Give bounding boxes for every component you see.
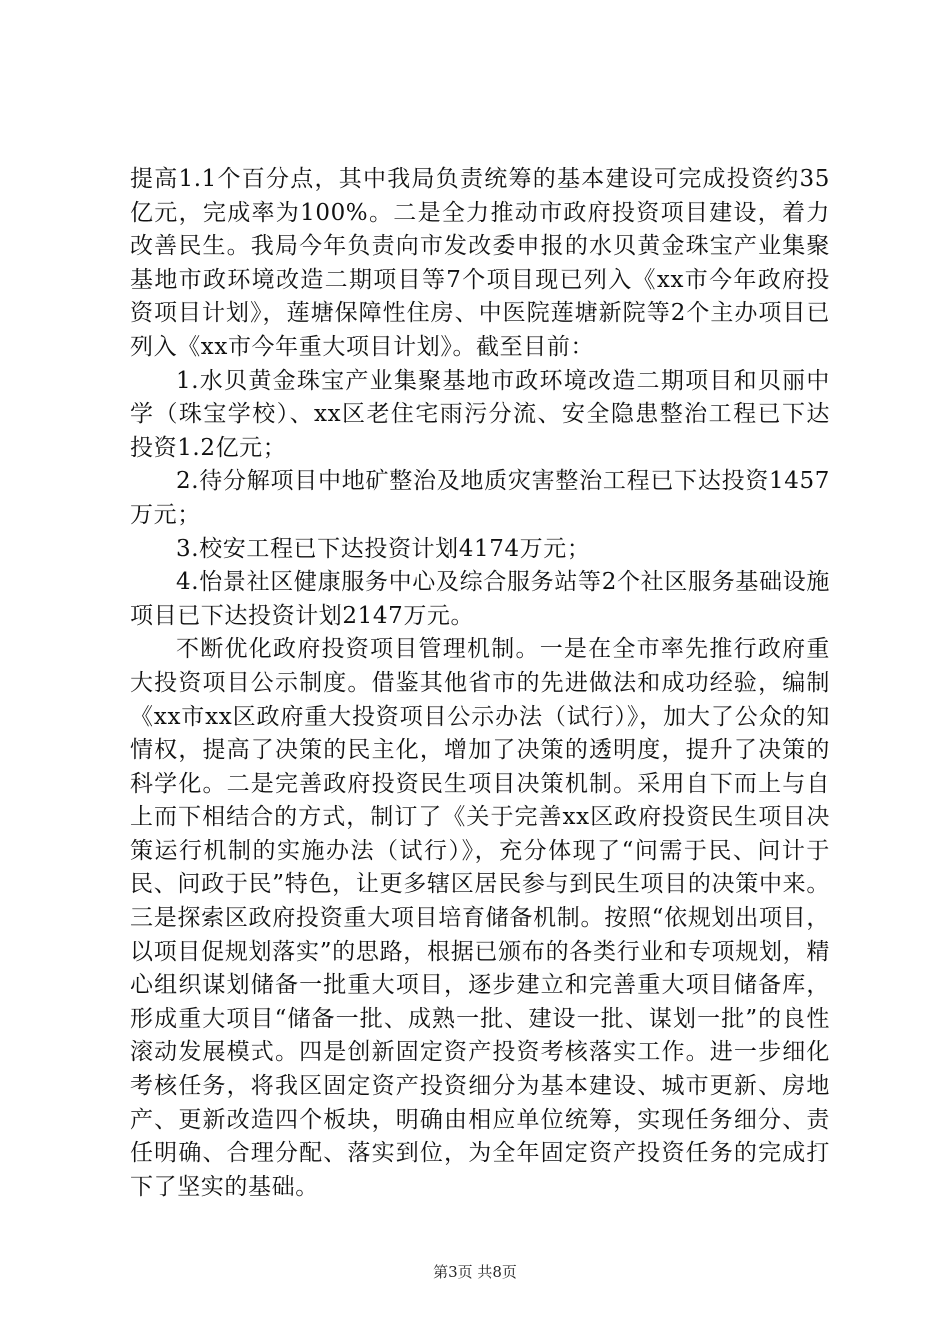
list-item-2: 2.待分解项目中地矿整治及地质灾害整治工程已下达投资1457万元； (130, 468, 830, 528)
document-body (130, 163, 830, 1204)
list-item-1: 1.水贝黄金珠宝产业集聚基地市政环境改造二期项目和贝丽中学（珠宝学校）、xx区老住宅雨污分流、安全隐患整治工程已下达投资1.2亿元； (130, 367, 830, 461)
paragraph-mechanism: 不断优化政府投资项目管理机制。一是在全市率先推行政府重大投资项目公示制度。借鉴其他省市的先进做法和成功经验，编制《xx市xx区政府重大投资项目公示办法（试行）》，加大了公众的知情权，提高了决策的民主化，增加了决策的透明度，提升了决策的科学化。二是完善政府投资民生项目决策机制。采用自下而上与自上而下相结合的方式，制订了《关于完善xx区政府投资民生项目决策运行机制的实施办法（试行）》，充分体现了“问需于民、问计于民、问政于民”特色，让更多辖区居民参与到民生项目的决策中来。三是探索区政府投资重大项目培育储备机制。按照“依规划出项目，以项目促规划落实”的思路，根据已颁布的各类行业和专项规划，精心组织谋划储备一批重大项目，逐步建立和完善重大项目储备库，形成重大项目“储备一批、成熟一批、建设一批、谋划一批”的良性滚动发展模式。四是创新固定资产投资考核落实工作。进一步细化考核任务，将我区固定资产投资细分为基本建设、城市更新、房地产、更新改造四个板块，明确由相应单位统筹，实现任务细分、责任明确、合理分配、落实到位，为全年固定资产投资任务的完成打下了坚实的基础。 (130, 636, 830, 1200)
page-footer: 第3页 共8页 (433, 1263, 517, 1281)
paragraph-continuation: 提高1.1个百分点，其中我局负责统筹的基本建设可完成投资约35亿元，完成率为100%。二是全力推动市政府投资项目建设，着力改善民生。我局今年负责向市发改委申报的水贝黄金珠宝产业集聚基地市政环境改造二期项目等7个项目现已列入《xx市今年政府投资项目计划》，莲塘保障性住房、中医院莲塘新院等2个主办项目已列入《xx市今年重大项目计划》。截至目前： (130, 166, 830, 360)
list-item-3: 3.校安工程已下达投资计划4174万元； (176, 535, 591, 562)
list-item-4: 4.怡景社区健康服务中心及综合服务站等2个社区服务基础设施项目已下达投资计划2147万元。 (130, 569, 830, 629)
